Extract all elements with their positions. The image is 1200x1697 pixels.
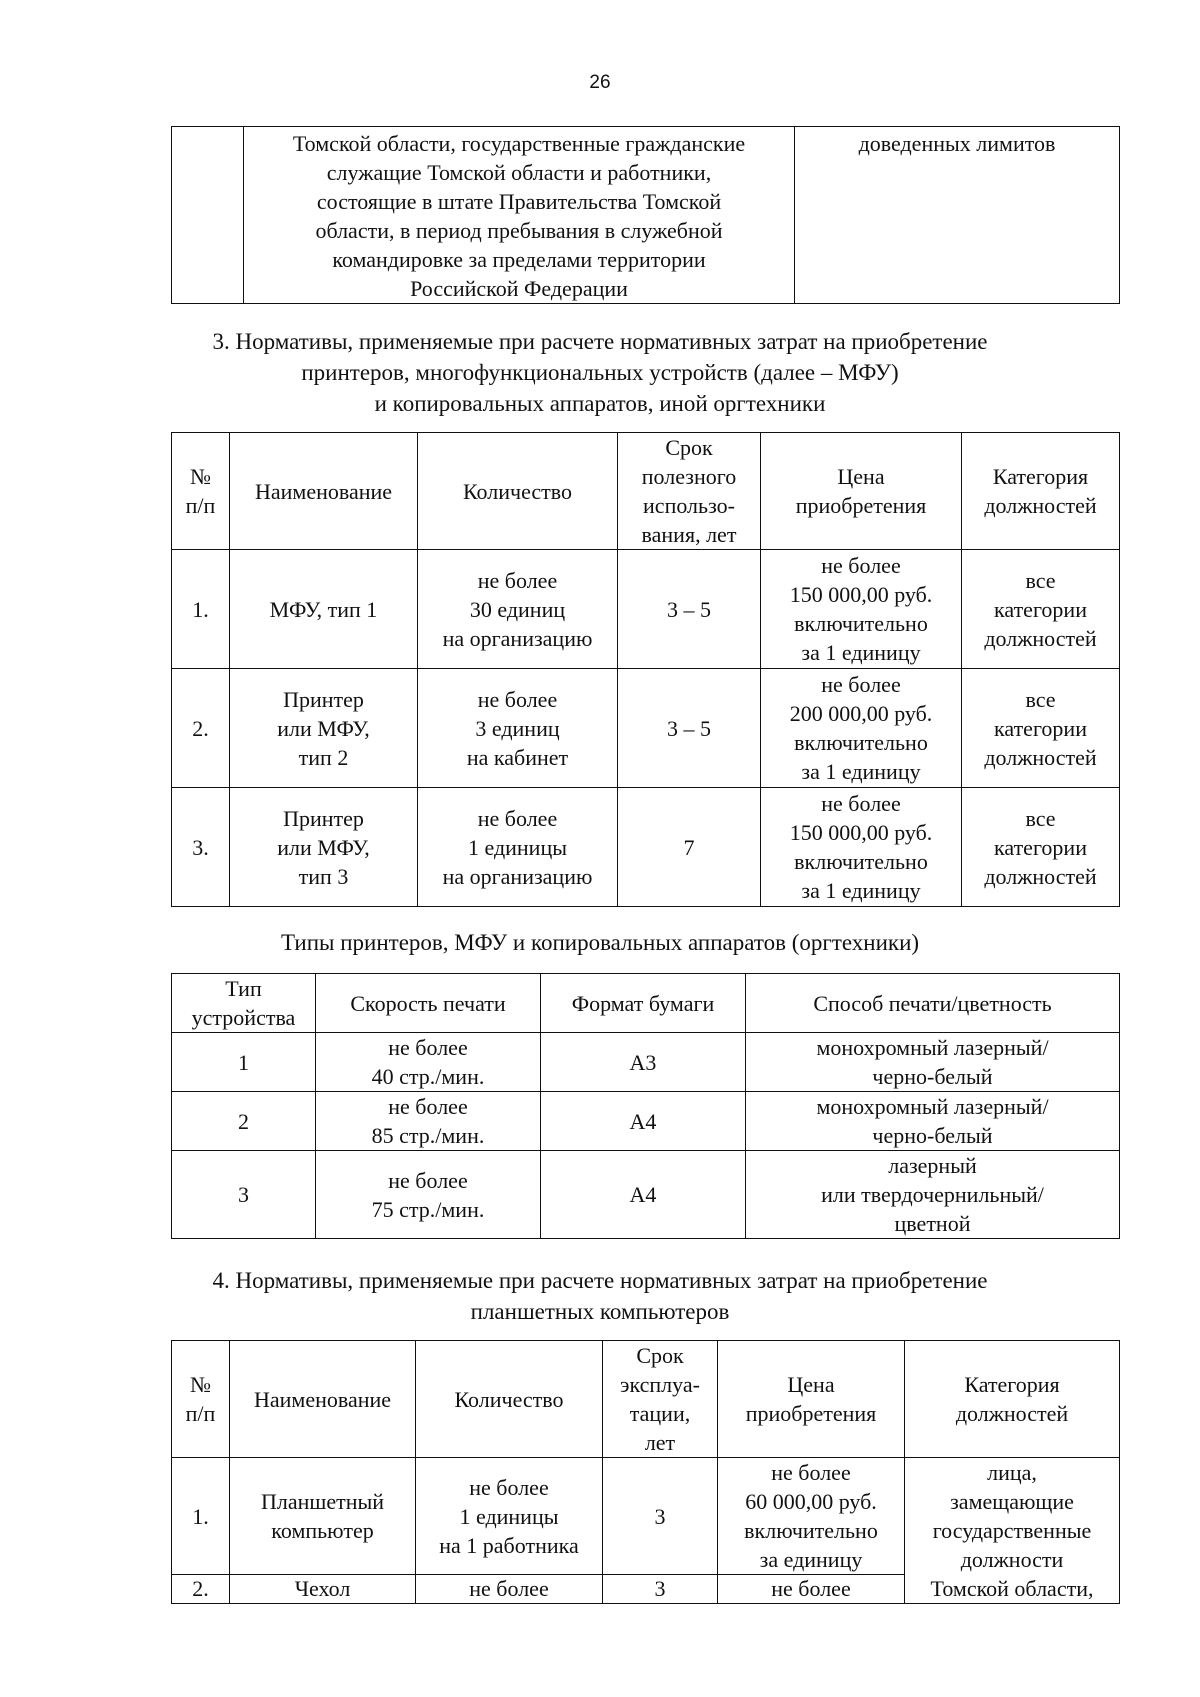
table-cell: А4 bbox=[541, 1151, 746, 1239]
header-cell-category: Категория должностей bbox=[905, 1341, 1120, 1458]
header-cell-price: Цена приобретения bbox=[761, 433, 962, 550]
header-cell-print-method: Способ печати/цветность bbox=[746, 974, 1120, 1033]
header-cell-name: Наименование bbox=[230, 433, 418, 550]
table-cell: Томской области, государственные гражданские служащие Томской области и работники, состоящие в штате Правительства Томской области, в период пребывания в служебной командировке за пределами территории Российской Федерации bbox=[244, 127, 795, 304]
table-cell: 3. bbox=[172, 788, 230, 907]
table-header-row bbox=[172, 433, 1120, 550]
table-cell: не более 75 стр./мин. bbox=[316, 1151, 541, 1239]
table-cell: 1. bbox=[172, 550, 230, 669]
table-row bbox=[172, 1092, 1120, 1151]
table-cell: не более 40 стр./мин. bbox=[316, 1033, 541, 1092]
table-cell: А4 bbox=[541, 1092, 746, 1151]
table-cell: все категории должностей bbox=[962, 788, 1120, 907]
table-header-row bbox=[172, 1341, 1120, 1458]
table-cell: не более bbox=[718, 1575, 905, 1604]
table-cell: не более bbox=[416, 1575, 603, 1604]
table-cell: 2 bbox=[172, 1092, 316, 1151]
table-cell: не более 85 стр./мин. bbox=[316, 1092, 541, 1151]
table-cell: доведенных лимитов bbox=[795, 127, 1120, 304]
header-cell-term: Срок полезного использо- вания, лет bbox=[618, 433, 761, 550]
header-cell-term: Срок эксплуа- тации, лет bbox=[603, 1341, 718, 1458]
table-cell: не более 30 единиц на организацию bbox=[418, 550, 618, 669]
header-cell-quantity: Количество bbox=[418, 433, 618, 550]
table-header-row bbox=[172, 974, 1120, 1033]
table-cell: монохромный лазерный/ черно-белый bbox=[746, 1092, 1120, 1151]
table-cell: 2. bbox=[172, 669, 230, 788]
table-cell: не более 150 000,00 руб. включительно за 1 единицу bbox=[761, 550, 962, 669]
table-cell: А3 bbox=[541, 1033, 746, 1092]
table-cell: не более 200 000,00 руб. включительно за 1 единицу bbox=[761, 669, 962, 788]
table-row bbox=[172, 669, 1120, 788]
table-row bbox=[172, 550, 1120, 669]
table-cell: 3 – 5 bbox=[618, 550, 761, 669]
table-row bbox=[172, 788, 1120, 907]
table-row bbox=[172, 1458, 1120, 1575]
table-cell: 2. bbox=[172, 1575, 230, 1604]
table-row bbox=[172, 127, 1120, 304]
header-cell-device-type: Тип устройства bbox=[172, 974, 316, 1033]
tablets-norms-table bbox=[171, 1340, 1120, 1604]
table-cell: лица, замещающие государственные должности Томской области, bbox=[905, 1458, 1120, 1604]
header-cell-category: Категория должностей bbox=[962, 433, 1120, 550]
page-number: 26 bbox=[589, 72, 611, 93]
device-types-heading: Типы принтеров, МФУ и копировальных аппаратов (оргтехники) bbox=[280, 930, 920, 955]
table-row bbox=[172, 1033, 1120, 1092]
table-cell: 3 – 5 bbox=[618, 669, 761, 788]
table-cell: 7 bbox=[618, 788, 761, 907]
table-cell: МФУ, тип 1 bbox=[230, 550, 418, 669]
table-cell: Принтер или МФУ, тип 3 bbox=[230, 788, 418, 907]
header-cell-price: Цена приобретения bbox=[718, 1341, 905, 1458]
table-cell: монохромный лазерный/ черно-белый bbox=[746, 1033, 1120, 1092]
table-cell: Планшетный компьютер bbox=[230, 1458, 416, 1575]
section-4-heading: 4. Нормативы, применяемые при расчете нормативных затрат на приобретение планшетных компьютеров bbox=[212, 1268, 988, 1324]
table-cell: 1. bbox=[172, 1458, 230, 1575]
table-cell: Принтер или МФУ, тип 2 bbox=[230, 669, 418, 788]
header-cell-paper-format: Формат бумаги bbox=[541, 974, 746, 1033]
table-cell: все категории должностей bbox=[962, 669, 1120, 788]
table-cell: Чехол bbox=[230, 1575, 416, 1604]
header-cell-number: № п/п bbox=[172, 433, 230, 550]
continuation-table bbox=[171, 126, 1120, 304]
header-cell-quantity: Количество bbox=[416, 1341, 603, 1458]
header-cell-print-speed: Скорость печати bbox=[316, 974, 541, 1033]
table-cell: 3 bbox=[172, 1151, 316, 1239]
table-cell: 1 bbox=[172, 1033, 316, 1092]
header-cell-name: Наименование bbox=[230, 1341, 416, 1458]
table-cell: 3 bbox=[603, 1575, 718, 1604]
table-cell: не более 3 единиц на кабинет bbox=[418, 669, 618, 788]
table-cell: 3 bbox=[603, 1458, 718, 1575]
table-row bbox=[172, 1151, 1120, 1239]
table-cell bbox=[172, 127, 244, 304]
table-cell: не более 60 000,00 руб. включительно за единицу bbox=[718, 1458, 905, 1575]
section-3-heading: 3. Нормативы, применяемые при расчете нормативных затрат на приобретение принтеров, многофункциональных устройств (далее – МФУ) и копировальных аппаратов, иной оргтехники bbox=[212, 329, 988, 416]
device-types-table bbox=[171, 973, 1120, 1239]
header-cell-number: № п/п bbox=[172, 1341, 230, 1458]
table-cell: не более 150 000,00 руб. включительно за 1 единицу bbox=[761, 788, 962, 907]
table-cell: не более 1 единицы на организацию bbox=[418, 788, 618, 907]
table-cell: не более 1 единицы на 1 работника bbox=[416, 1458, 603, 1575]
printers-norms-table bbox=[171, 432, 1120, 907]
table-cell: все категории должностей bbox=[962, 550, 1120, 669]
table-cell: лазерный или твердочернильный/ цветной bbox=[746, 1151, 1120, 1239]
